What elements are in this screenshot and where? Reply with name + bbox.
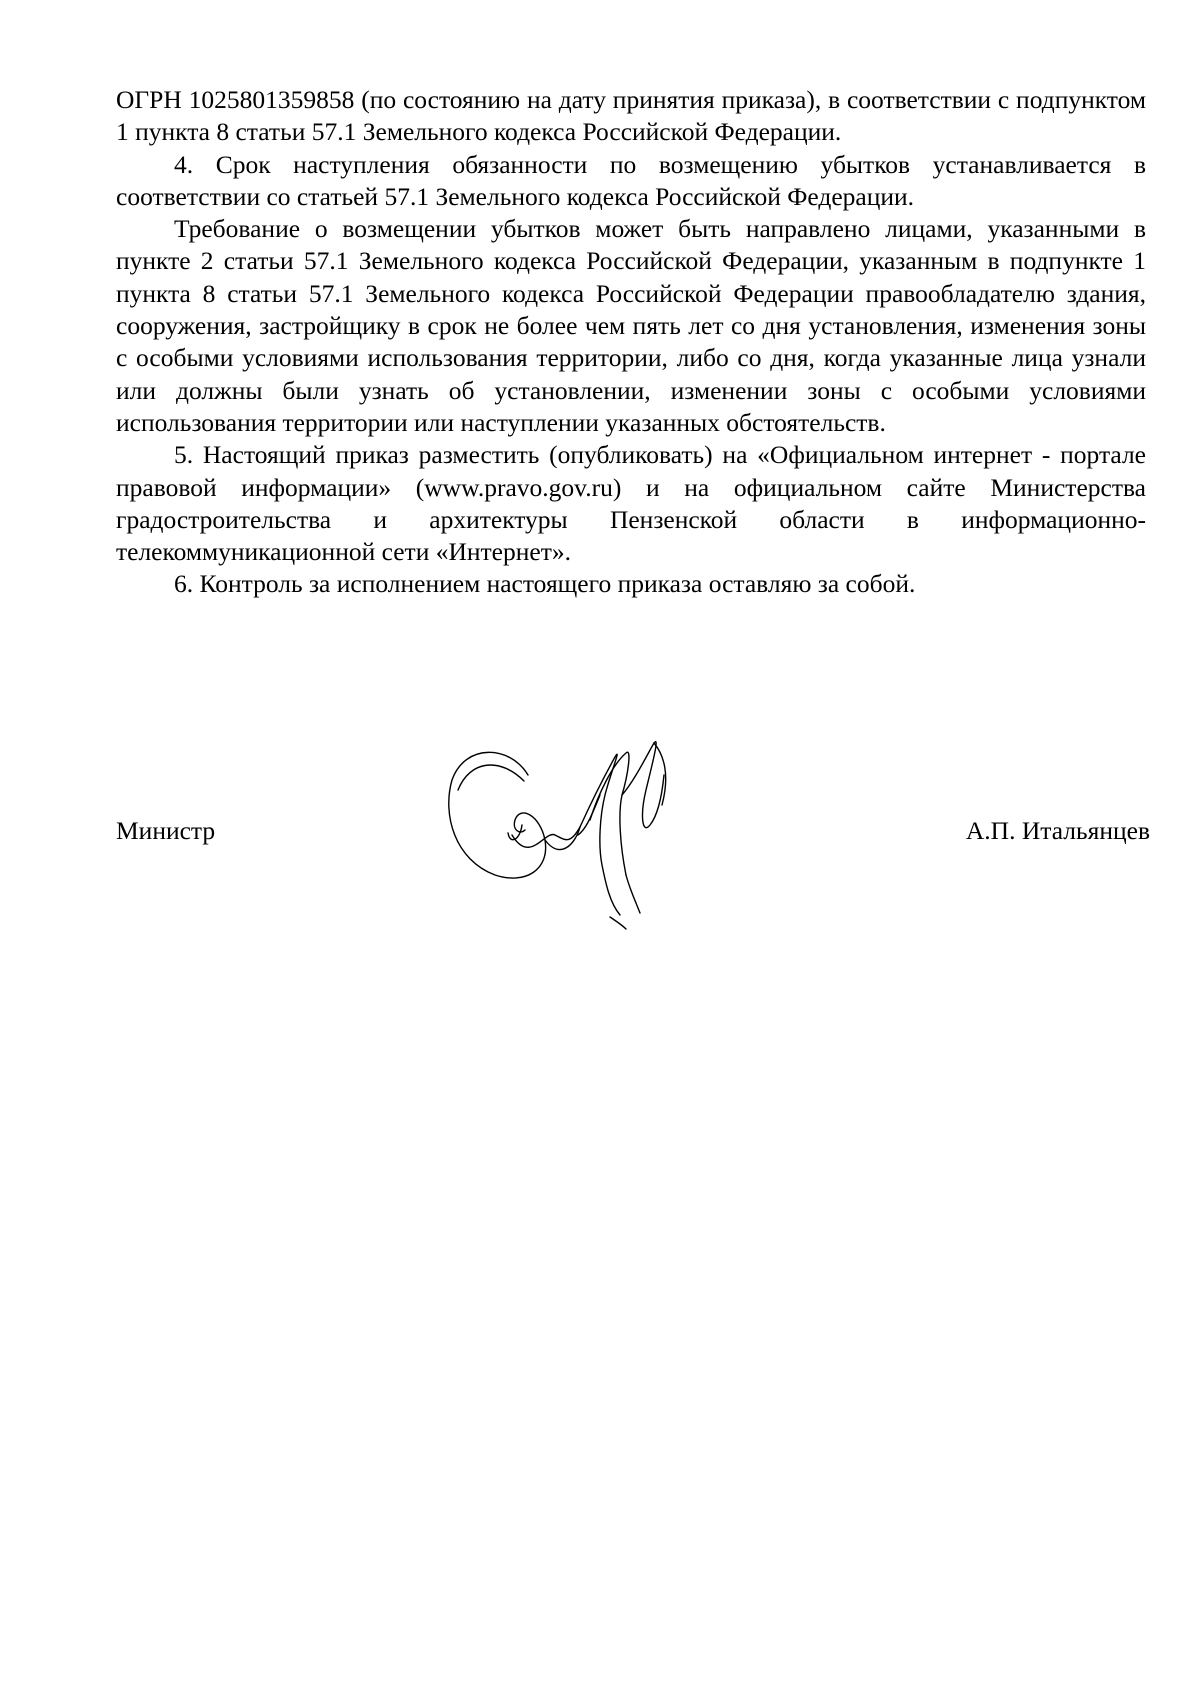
paragraph-item-4: 4. Срок наступления обязанности по возмещению убытков устанавливается в соответствии со статьей 57.1 Земельного кодекса Российской Федерации. bbox=[116, 149, 1146, 211]
paragraph-item-6: 6. Контроль за исполнением настоящего приказа оставляю за собой. bbox=[174, 569, 916, 599]
handwritten-signature bbox=[440, 735, 730, 935]
paragraph-ogrn: ОГРН 1025801359858 (по состоянию на дату принятия приказа), в соответствии с подпунктом 1 пункта 8 статьи 57.1 Земельного кодекса Российской Федерации. bbox=[116, 85, 1146, 147]
paragraph-item-5: 5. Настоящий приказ разместить (опубликовать) на «Официальном интернет - портале правовой информации» (www.pravo.gov.ru) и на официальном сайте Министерства градостроительства и архитектуры Пензенской области в информационно-телекоммуникационной сети «Интернет». bbox=[116, 440, 1146, 567]
signatory-name: А.П. Итальянцев bbox=[965, 816, 1150, 845]
document-body bbox=[116, 84, 1146, 601]
paragraph-claim-requirement: Требование о возмещении убытков может быть направлено лицами, указанными в пункте 2 статьи 57.1 Земельного кодекса Российской Федерации, указанным в подпункте 1 пункта 8 статьи 57.1 Земельного кодекса Российской Федерации правообладателю здания, сооружения, застройщику в срок не более чем пять лет со дня установления, изменения зоны с особыми условиями использования территории, либо со дня, когда указанные лица узнали или должны были узнать об установлении, изменении зоны с особыми условиями использования территории или наступлении указанных обстоятельств. bbox=[116, 214, 1146, 437]
signatory-title: Министр bbox=[116, 816, 216, 845]
